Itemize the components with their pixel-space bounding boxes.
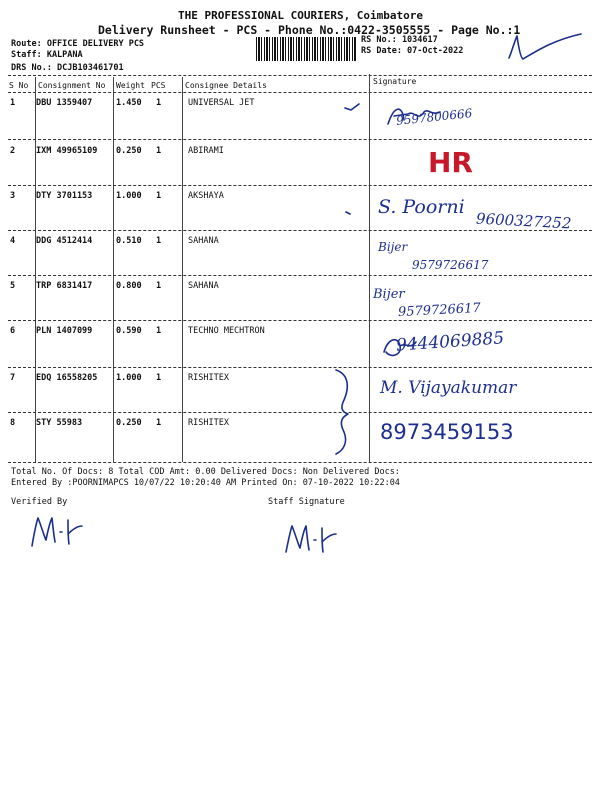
row-consignee: SAHANA (188, 281, 219, 291)
row-consignment: DTY 3701153 (36, 191, 93, 201)
row-consignee: UNIVERSAL JET (188, 98, 255, 108)
rs-date: RS Date: 07-Oct-2022 (361, 46, 464, 56)
row3-signature-name: S. Poorni (378, 196, 465, 218)
row-pcs: 1 (156, 326, 162, 336)
row-consignment: IXM 49965109 (36, 146, 98, 156)
row6-signature-mark (380, 332, 420, 362)
divider (8, 75, 592, 76)
row1-signature: 9597800666 (395, 106, 473, 128)
column-separator (35, 77, 36, 462)
staff-label: Staff: KALPANA (11, 50, 83, 60)
row-weight: 0.250 (116, 418, 142, 428)
column-separator (113, 77, 114, 462)
tick-mark (343, 100, 363, 114)
verified-by-label: Verified By (11, 497, 68, 507)
row-sno: 3 (10, 191, 16, 201)
row-sno: 1 (10, 98, 16, 108)
check-mark-signature (505, 28, 585, 68)
col-header-weight: Weight (116, 81, 145, 90)
row-pcs: 1 (156, 373, 162, 383)
row-consignee: RISHITEX (188, 373, 229, 383)
route-label: Route: OFFICE DELIVERY PCS (11, 39, 145, 49)
column-separator (182, 77, 183, 462)
row8-signature: 8973459153 (380, 420, 514, 444)
row-divider (8, 367, 592, 368)
row4-signature-phone: 9579726617 (412, 258, 489, 272)
row1-signature-scribble (384, 100, 444, 130)
row-weight: 1.450 (116, 98, 142, 108)
row-divider (8, 230, 592, 231)
table-bottom-divider (8, 462, 592, 463)
row-sno: 6 (10, 326, 16, 336)
runsheet-subtitle: Delivery Runsheet - PCS - Phone No.:0422-3505555 - Page No.:1 (98, 23, 521, 37)
rs-number: RS No.: 1034617 (361, 35, 438, 45)
row-consignee: RISHITEX (188, 418, 229, 428)
row-consignee: ABIRAMI (188, 146, 224, 156)
row-weight: 0.510 (116, 236, 142, 246)
row5-signature-phone: 9579726617 (397, 300, 482, 321)
row-pcs: 1 (156, 146, 162, 156)
row-divider (8, 412, 592, 413)
row-pcs: 1 (156, 418, 162, 428)
col-header-pcs: PCS (151, 81, 166, 90)
row4-signature-name: Bijer (378, 240, 408, 254)
row-consignment: PLN 1407099 (36, 326, 93, 336)
column-separator (369, 74, 370, 462)
row6-signature: 9444069885 (395, 328, 505, 356)
row-consignee: AKSHAYA (188, 191, 224, 201)
staff-signature (282, 520, 342, 558)
divider (8, 92, 592, 93)
barcode (256, 37, 356, 61)
row-divider (8, 139, 592, 140)
row-consignee: SAHANA (188, 236, 219, 246)
row-weight: 0.590 (116, 326, 142, 336)
row-divider (8, 320, 592, 321)
col-header-signature: Signature (373, 77, 417, 86)
row-divider (8, 185, 592, 186)
drs-number: DRS No.: DCJB103461701 (11, 63, 124, 73)
tick-mark (344, 208, 354, 218)
row-weight: 1.000 (116, 373, 142, 383)
row-consignment: STY 55983 (36, 418, 83, 428)
row-weight: 0.800 (116, 281, 142, 291)
verified-signature (28, 512, 88, 552)
row-consignment: EDQ 16558205 (36, 373, 98, 383)
row-sno: 2 (10, 146, 16, 156)
entered-by-line: Entered By :POORNIMAPCS 10/07/22 10:20:40 AM Printed On: 07-10-2022 10:22:04 (11, 478, 400, 488)
staff-signature-label: Staff Signature (268, 497, 345, 507)
row-pcs: 1 (156, 236, 162, 246)
row7-signature: M. Vijayakumar (380, 378, 517, 398)
row-consignment: DDG 4512414 (36, 236, 93, 246)
row-sno: 8 (10, 418, 16, 428)
row-sno: 4 (10, 236, 16, 246)
row-consignment: TRP 6831417 (36, 281, 93, 291)
row-weight: 1.000 (116, 191, 142, 201)
row-consignee: TECHNO MECHTRON (188, 326, 265, 336)
row-divider (8, 275, 592, 276)
row5-signature-name: Bijer (373, 287, 405, 302)
row2-signature: HR (428, 146, 473, 179)
row-pcs: 1 (156, 191, 162, 201)
row-pcs: 1 (156, 281, 162, 291)
row-weight: 0.250 (116, 146, 142, 156)
row-consignment: DBU 1359407 (36, 98, 93, 108)
col-header-consignment: Consignment No (38, 81, 106, 90)
row-sno: 7 (10, 373, 16, 383)
totals-line: Total No. Of Docs: 8 Total COD Amt: 0.00 Delivered Docs: Non Delivered Docs: (11, 467, 400, 477)
col-header-sno: S No (9, 81, 29, 90)
company-title: THE PROFESSIONAL COURIERS, Coimbatore (178, 9, 424, 22)
col-header-consignee: Consignee Details (185, 81, 267, 90)
brace-mark (330, 366, 360, 456)
row3-signature-phone: 9600327252 (475, 209, 572, 233)
row-sno: 5 (10, 281, 16, 291)
row-pcs: 1 (156, 98, 162, 108)
